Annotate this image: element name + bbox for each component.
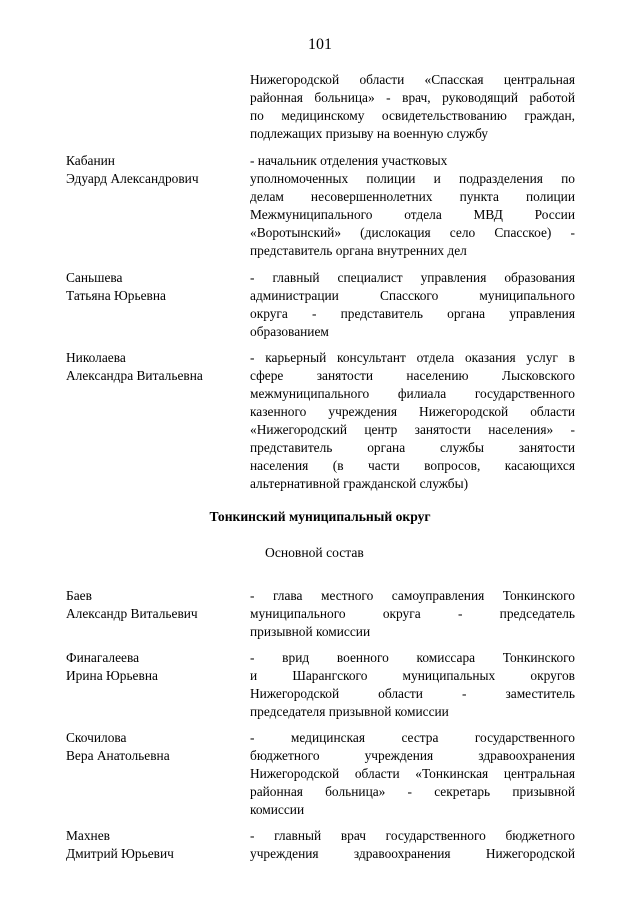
role-line: подлежащих призыву на военную службу xyxy=(250,126,488,141)
member-name: Николаева xyxy=(66,350,126,365)
member-name: Саньшева xyxy=(66,270,123,285)
role-line: округа - представитель органа управления xyxy=(250,306,575,321)
role-line: делам несовершеннолетних пункта полиции xyxy=(250,189,575,204)
role-line: сфере занятости населению Лысковского xyxy=(250,368,575,383)
member-name: Махнев xyxy=(66,828,110,843)
member-name: Финагалеева xyxy=(66,650,140,665)
role-line: образованием xyxy=(250,324,329,339)
role-line: Нижегородской области «Спасская центральная xyxy=(250,72,575,87)
member-name: Баев xyxy=(66,588,92,603)
member-name: Вера Анатольевна xyxy=(66,748,170,763)
role-line: администрации Спасского муниципального xyxy=(250,288,575,303)
role-line: «Нижегородский центр занятости населения» - xyxy=(250,422,575,437)
role-line: уполномоченных полиции и подразделения по xyxy=(250,171,575,186)
role-line: альтернативной гражданской службы) xyxy=(250,476,469,491)
role-line: учреждения здравоохранения Нижегородской xyxy=(250,846,575,861)
role-line: и Шарангского муниципальных округов xyxy=(250,668,575,683)
role-line: районная больница» - врач, руководящий работой xyxy=(250,90,575,105)
role-line: - главный специалист управления образования xyxy=(250,270,575,285)
role-line: казенного учреждения Нижегородской области xyxy=(250,404,575,419)
role-line: бюджетного учреждения здравоохранения xyxy=(250,748,575,763)
member-name: Эдуард Александрович xyxy=(66,171,199,186)
role-line: по медицинскому освидетельствованию граждан, xyxy=(250,108,575,123)
role-line: «Воротынский» (дислокация село Спасское) - xyxy=(250,225,575,240)
member-name: Татьяна Юрьевна xyxy=(66,288,166,303)
role-line: - врид военного комиссара Тонкинского xyxy=(250,650,575,665)
member-name: Александр Витальевич xyxy=(66,606,198,621)
role-line: представитель органа службы занятости xyxy=(250,440,575,455)
member-name: Кабанин xyxy=(66,153,115,168)
role-line: Межмуниципального отдела МВД России xyxy=(250,207,575,222)
member-name: Александра Витальевна xyxy=(66,368,203,383)
role-line: Нижегородской области - заместитель xyxy=(250,686,575,701)
role-line: - глава местного самоуправления Тонкинского xyxy=(250,588,575,603)
role-line: призывной комиссии xyxy=(250,624,371,639)
role-line: межмуниципального филиала государственного xyxy=(250,386,575,401)
role-line: - главный врач государственного бюджетного xyxy=(250,828,575,843)
role-line: населения (в части вопросов, касающихся xyxy=(250,458,575,473)
role-line: председателя призывной комиссии xyxy=(250,704,449,719)
role-line: муниципального округа - председатель xyxy=(250,606,575,621)
member-name: Дмитрий Юрьевич xyxy=(66,846,174,861)
subsection-title: Основной состав xyxy=(265,545,364,560)
section-title: Тонкинский муниципальный округ xyxy=(209,509,431,524)
page-number: 101 xyxy=(308,36,332,53)
role-line: Нижегородской области «Тонкинская центральная xyxy=(250,766,575,781)
role-line: - карьерный консультант отдела оказания услуг в xyxy=(250,350,575,365)
role-line: - начальник отделения участковых xyxy=(250,153,448,168)
member-name: Скочилова xyxy=(66,730,127,745)
role-line: - медицинская сестра государственного xyxy=(250,730,575,745)
member-name: Ирина Юрьевна xyxy=(66,668,158,683)
role-line: представитель органа внутренних дел xyxy=(250,243,467,258)
role-line: комиссии xyxy=(250,802,305,817)
role-line: районная больница» - секретарь призывной xyxy=(250,784,575,799)
